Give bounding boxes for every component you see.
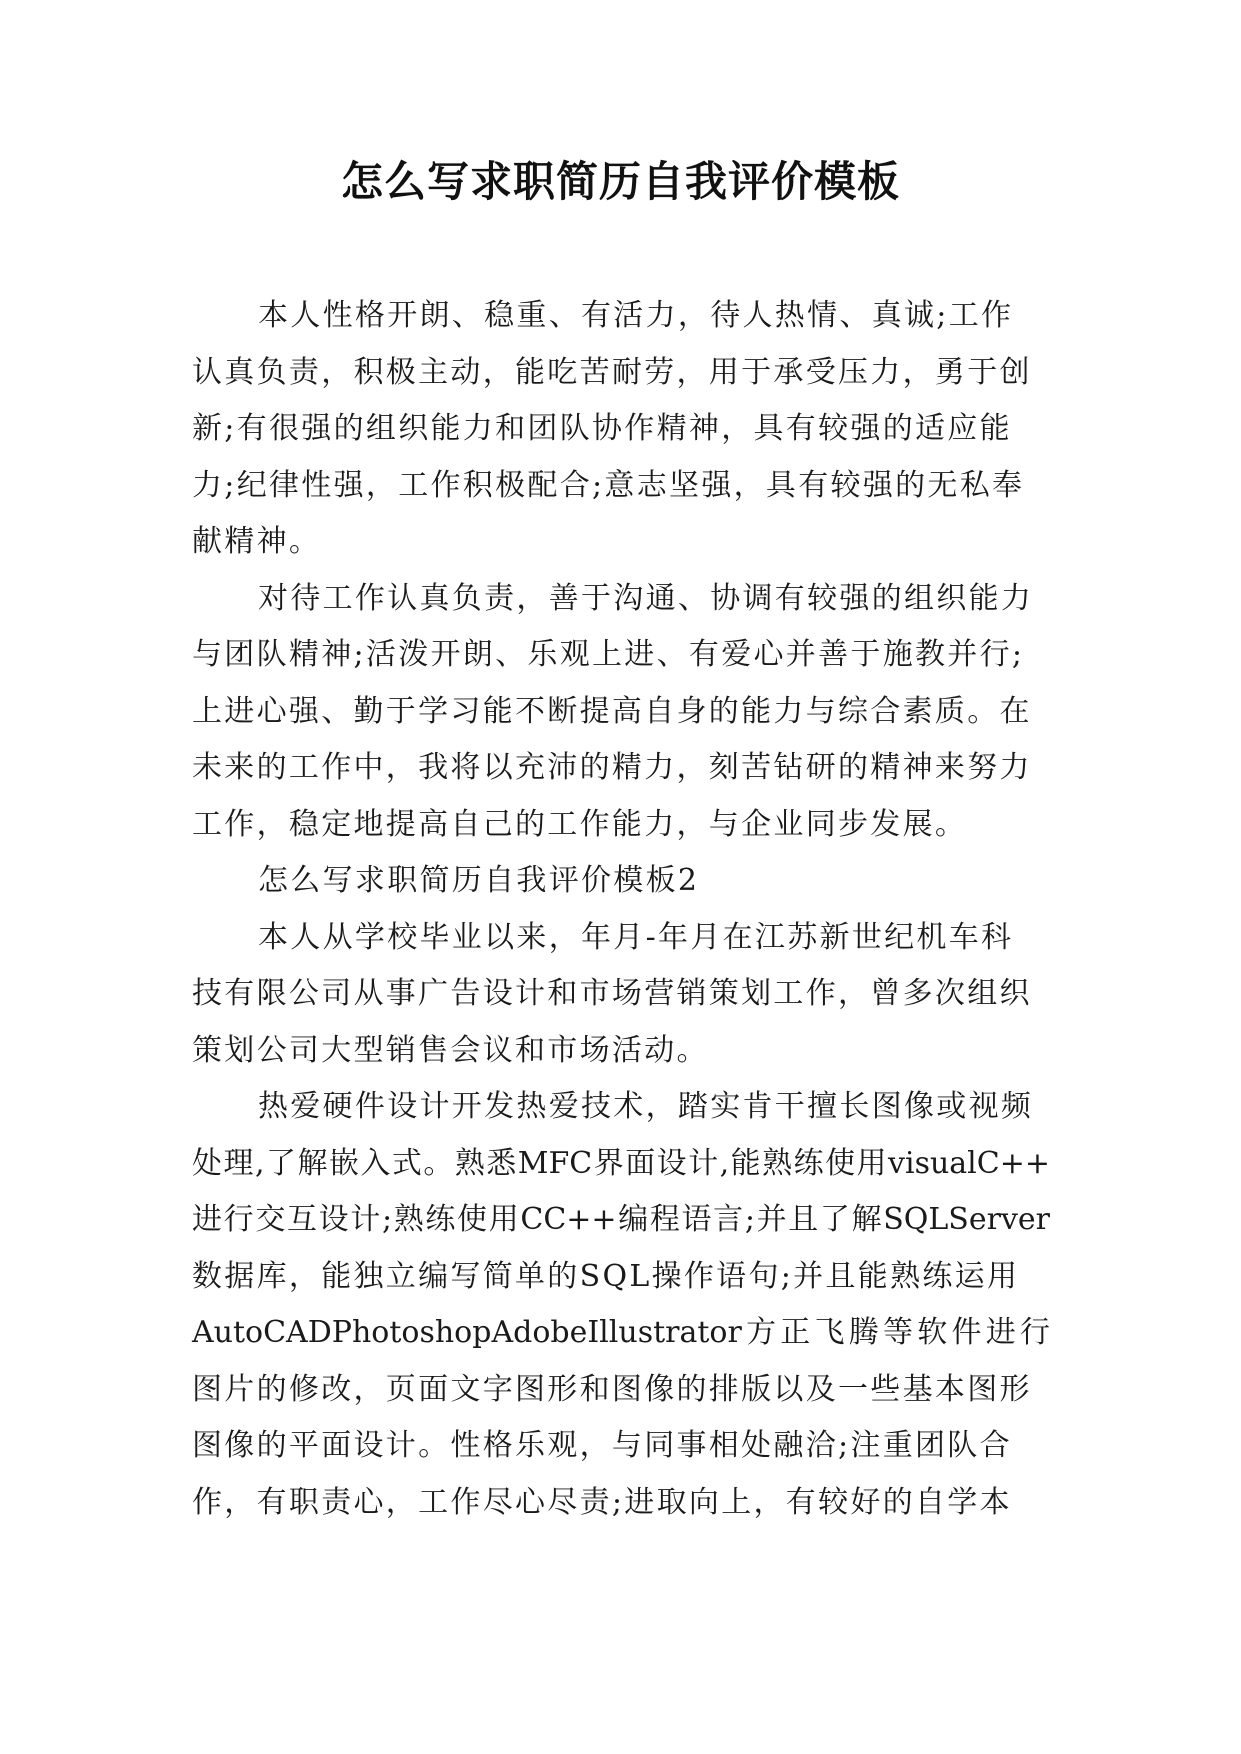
paragraph-line: 上进心强、勤于学习能不断提高自身的能力与综合素质。在 bbox=[192, 693, 1032, 729]
paragraph-line: 数据库，能独立编写简单的SQL操作语句;并且能熟练运用 bbox=[192, 1258, 1020, 1294]
paragraph-line: 热爱硬件设计开发热爱技术，踏实肯干擅长图像或视频 bbox=[258, 1089, 1034, 1124]
paragraph-line: 进行交互设计;熟练使用CC++编程语言;并且了解SQLServer bbox=[192, 1202, 1050, 1237]
paragraph-line: 策划公司大型销售会议和市场活动。 bbox=[192, 1032, 709, 1068]
paragraph-line: 本人从学校毕业以来，年月-年月在江苏新世纪机车科 bbox=[258, 919, 1014, 955]
paragraph-line: 工作，稳定地提高自己的工作能力，与企业同步发展。 bbox=[192, 806, 968, 842]
paragraph-line: 新;有很强的组织能力和团队协作精神，具有较强的适应能 bbox=[192, 411, 1012, 446]
paragraph-line: 对待工作认真负责，善于沟通、协调有较强的组织能力 bbox=[258, 580, 1034, 616]
document-body bbox=[192, 288, 1050, 1531]
paragraph-line: 未来的工作中，我将以充沛的精力，刻苦钻研的精神来努力 bbox=[192, 750, 1032, 785]
paragraph-line: 图片的修改，页面文字图形和图像的排版以及一些基本图形 bbox=[192, 1371, 1032, 1407]
paragraph-line: 图像的平面设计。性格乐观，与同事相处融洽;注重团队合 bbox=[192, 1428, 1012, 1463]
paragraph-line: 献精神。 bbox=[192, 524, 322, 559]
paragraph-line: AutoCADPhotoshopAdobeIllustrator方正飞腾等软件进行 bbox=[192, 1315, 1050, 1350]
paragraph-line: 认真负责，积极主动，能吃苦耐劳，用于承受压力，勇于创 bbox=[192, 354, 1032, 390]
paragraph-line: 作，有职责心，工作尽心尽责;进取向上，有较好的自学本 bbox=[192, 1484, 1012, 1520]
section-heading: 怎么写求职简历自我评价模板2 bbox=[258, 863, 700, 898]
document-title: 怎么写求职简历自我评价模板 bbox=[340, 157, 900, 206]
paragraph-line: 本人性格开朗、稳重、有活力，待人热情、真诚;工作 bbox=[258, 298, 1014, 333]
paragraph-line: 技有限公司从事广告设计和市场营销策划工作，曾多次组织 bbox=[192, 976, 1032, 1011]
paragraph-line: 处理,了解嵌入式。熟悉MFC界面设计,能熟练使用visualC++ bbox=[192, 1145, 1050, 1181]
paragraph-line: 力;纪律性强，工作积极配合;意志坚强，具有较强的无私奉 bbox=[192, 467, 1025, 503]
paragraph-line: 与团队精神;活泼开朗、乐观上进、有爱心并善于施教并行; bbox=[192, 637, 1025, 672]
